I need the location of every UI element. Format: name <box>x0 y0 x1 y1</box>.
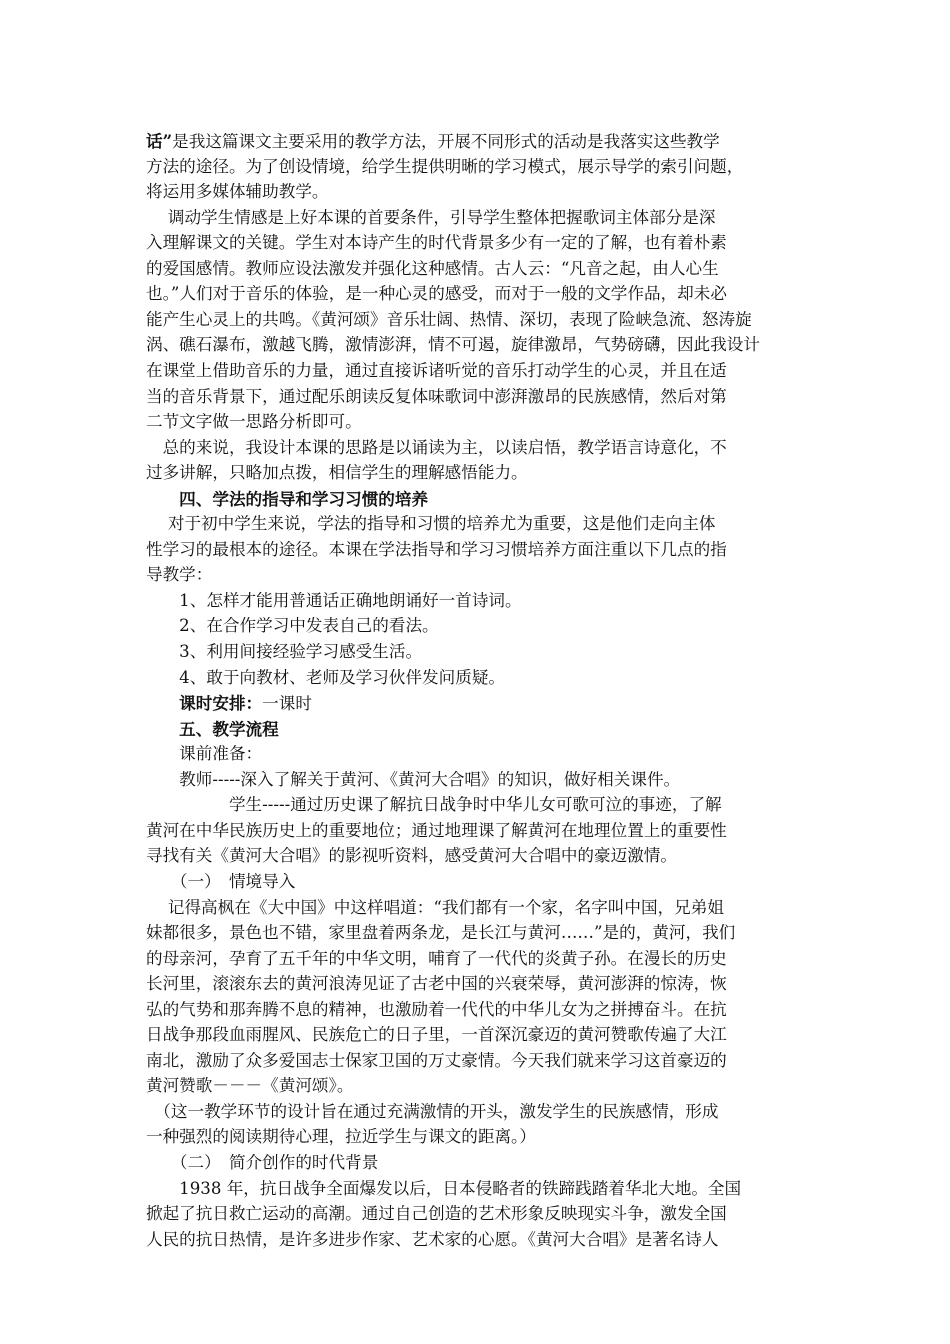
text-line <box>146 869 295 895</box>
text-run: 南北，激励了众多爱国志士保家卫国的万丈豪情。今天我们就来学习这首豪迈的 <box>146 1050 727 1070</box>
text-run: 对于初中学生来说，学法的指导和习惯的培养尤为重要，这是他们走向主体 <box>146 514 716 534</box>
text-line <box>146 1022 727 1048</box>
text-run: 入理解课文的关键。学生对本诗产生的时代背景多少有一定的了解，也有着朴素 <box>146 233 727 253</box>
text-line <box>146 665 505 691</box>
text-run: 黄河在中华民族历史上的重要地位；通过地理课了解黄河在地理位置上的重要性 <box>146 820 727 840</box>
text-line <box>146 946 727 972</box>
text-line <box>146 128 720 155</box>
text-line <box>146 1201 727 1227</box>
text-run: 一课时 <box>262 694 312 714</box>
text-line <box>146 511 715 537</box>
text-run: 性学习的最根本的途径。本课在学法指导和学习习惯培养方面注重以下几点的指 <box>146 539 727 559</box>
text-run: 弘的气势和那奔腾不息的精神，也激励着一代代的中华儿女为之拼搏奋斗。在抗 <box>146 999 727 1019</box>
text-run: 在课堂上借助音乐的力量，通过直接诉诸听觉的音乐打动学生的心灵，并且在适 <box>146 360 727 380</box>
text-run: 的母亲河，孕育了五千年的中华文明，哺育了一代代的炎黄子孙。在漫长的历史 <box>146 948 727 968</box>
text-run: 一种强烈的阅读期待心理，拉近学生与课文的距离。） <box>146 1127 536 1147</box>
text-run: 总的来说，我设计本课的思路是以诵读为主，以读启悟，教学语言诗意化，不 <box>146 437 727 457</box>
text-run: 学生-----通过历史课了解抗日战争时中华儿女可歌可泣的事迹，了解 <box>146 795 722 815</box>
text-run: 人民的抗日热情，是许多进步作家、艺术家的心愿。《黄河大合唱》是著名诗人 <box>146 1229 719 1249</box>
text-run: 3、利用间接经验学习感受生活。 <box>146 642 423 661</box>
text-run: 涡、礁石瀑布，激越飞腾，激情澎湃，情不可遏，旋律激昂，气势磅礴，因此我设计 <box>146 335 760 355</box>
text-run: 调动学生情感是上好本课的首要条件，引导学生整体把握歌词主体部分是深 <box>146 207 716 227</box>
text-line <box>146 230 727 256</box>
text-run: 1938 年，抗日战争全面爆发以后，日本侵略者的铁蹄践踏着华北大地。全国 <box>146 1178 742 1198</box>
text-run: 课前准备： <box>146 744 263 764</box>
text-line <box>146 971 727 997</box>
text-line <box>146 281 727 307</box>
text-run: 4、敢于向教材、老师及学习伙伴发问质疑。 <box>146 667 506 687</box>
text-run: 妹都很多，景色也不错，家里盘着两条龙，是长江与黄河……”是的，黄河，我们 <box>146 923 736 943</box>
text-line <box>146 997 727 1023</box>
text-run: 当的音乐背景下，通过配乐朗读反复体味歌词中澎湃激昂的民族感情，然后对第 <box>146 386 727 406</box>
text-line <box>146 307 752 333</box>
text-line <box>146 256 719 282</box>
text-line <box>146 154 743 180</box>
text-run: 长河里，滚滚东去的黄河浪涛见证了古老中国的兴衰荣辱，黄河澎湃的惊涛，恢 <box>146 974 727 994</box>
text-run: 二节文字做一思路分析即可。 <box>146 412 362 432</box>
text-line <box>146 843 677 869</box>
bold-text-run: 五、教学流程 <box>146 718 279 739</box>
text-line <box>146 613 439 639</box>
text-run: 寻找有关《黄河大合唱》的影视听资料，感受黄河大合唱中的豪迈激情。 <box>146 846 677 866</box>
text-line <box>146 460 528 486</box>
text-run: 日战争那段血雨腥风、民族危亡的日子里，一首深沉豪迈的黄河赞歌传遍了大江 <box>146 1025 727 1045</box>
text-line <box>146 409 362 435</box>
text-run: 黄河赞歌－－－《黄河颂》。 <box>146 1076 354 1096</box>
text-run: 2、在合作学习中发表自己的看法。 <box>146 616 439 636</box>
text-line <box>146 588 522 614</box>
text-line <box>146 435 727 461</box>
text-line <box>146 639 422 665</box>
text-line <box>146 332 760 358</box>
text-run: 方法的途径。为了创设情境，给学生提供明晰的学习模式，展示导学的索引问题， <box>146 156 744 176</box>
text-line <box>146 358 727 384</box>
text-line <box>146 920 735 946</box>
text-line <box>146 1124 536 1150</box>
text-run: 教师-----深入了解关于黄河、《黄河大合唱》的知识，做好相关课件。 <box>146 769 681 789</box>
text-run: 掀起了抗日救亡运动的高潮。通过自己创造的艺术形象反映现实斗争，激发全国 <box>146 1204 727 1224</box>
text-line <box>146 537 727 563</box>
text-line <box>146 562 212 588</box>
bold-text-run: 课时安排： <box>146 693 263 714</box>
text-line <box>146 767 680 793</box>
text-line <box>146 486 428 513</box>
text-line <box>146 384 727 410</box>
text-run: 的爱国感情。教师应设法激发并强化这种感情。古人云：“凡音之起，由人心生 <box>146 258 719 278</box>
text-run: （一） 情境导入 <box>146 871 296 891</box>
text-run: 1、怎样才能用普通话正确地朗诵好一首诗词。 <box>146 590 522 610</box>
text-line <box>146 1150 378 1176</box>
text-line <box>146 1227 718 1253</box>
text-run: 也。”人们对于音乐的体验，是一种心灵的感受，而对于一般的文学作品，却未必 <box>146 284 727 304</box>
text-run: 将运用多媒体辅助教学。 <box>146 182 329 202</box>
text-line <box>146 792 722 818</box>
text-line <box>146 1048 727 1074</box>
text-line <box>146 690 312 717</box>
text-run: 是我这篇课文主要采用的教学方法，开展不同形式的活动是我落实这些教学 <box>172 132 720 151</box>
text-line <box>146 1073 353 1099</box>
text-line <box>146 716 279 743</box>
text-line <box>146 205 715 231</box>
text-line <box>146 1099 718 1125</box>
text-run: 记得高枫在《大中国》中这样唱道：“我们都有一个家，名字叫中国，兄弟姐 <box>146 897 724 917</box>
bold-text-run: 四、学法的指导和学习习惯的培养 <box>146 488 429 509</box>
text-line <box>146 1176 741 1202</box>
text-run: 导教学： <box>146 565 213 585</box>
text-line <box>146 741 262 767</box>
text-run: （二） 简介创作的时代背景 <box>146 1153 379 1172</box>
text-line <box>146 179 329 205</box>
text-run: （这一教学环节的设计旨在通过充满激情的开头，激发学生的民族感情，形成 <box>146 1101 719 1121</box>
text-run: 过多讲解，只略加点拨，相信学生的理解感悟能力。 <box>146 463 528 483</box>
text-line <box>146 818 727 844</box>
text-run: 能产生心灵上的共鸣。《黄河颂》音乐壮阔、热情、深切，表现了险峡急流、怒涛旋 <box>146 309 752 329</box>
text-line <box>146 895 724 921</box>
bold-text-run: 话” <box>146 131 173 151</box>
